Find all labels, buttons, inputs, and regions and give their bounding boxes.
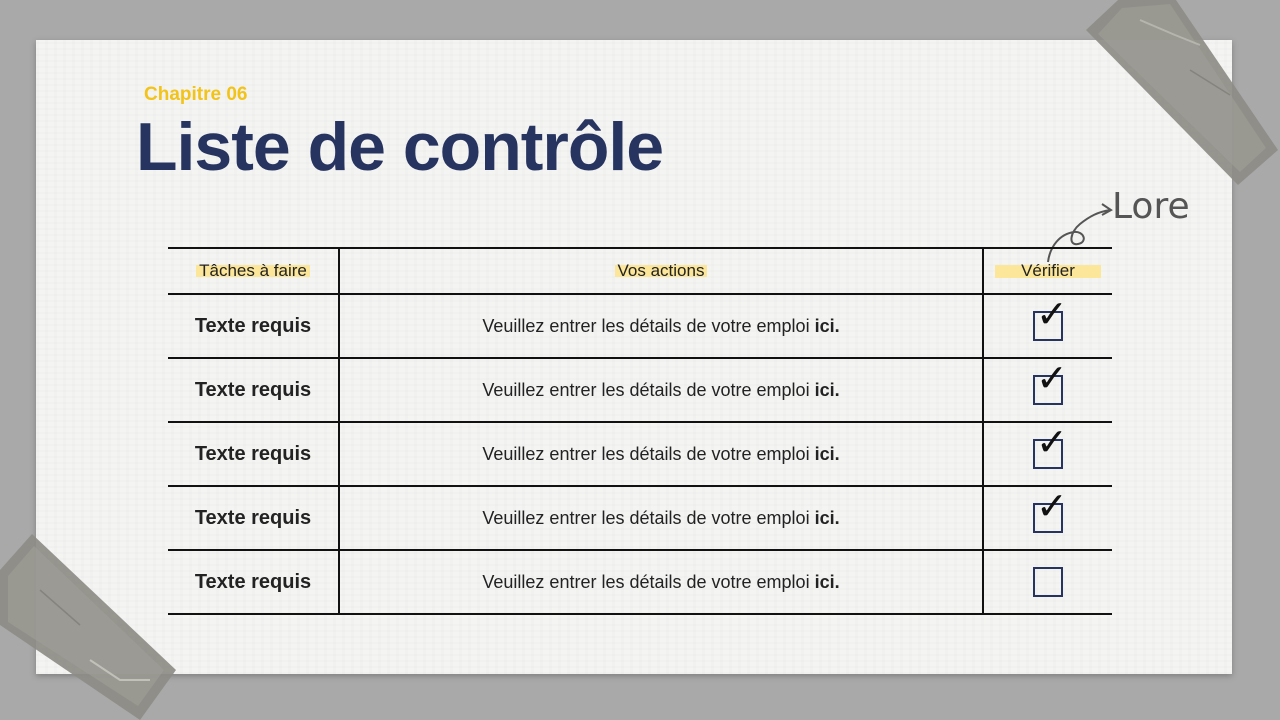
page-title: Liste de contrôle bbox=[136, 109, 664, 185]
checkbox-icon[interactable] bbox=[1033, 292, 1068, 341]
table-row bbox=[168, 358, 1112, 422]
checkbox-icon[interactable] bbox=[1033, 356, 1068, 405]
task-cell bbox=[168, 550, 339, 614]
action-detail bbox=[482, 444, 839, 464]
action-detail bbox=[482, 508, 839, 528]
check-mark-icon: ✓ bbox=[1036, 292, 1068, 336]
action-cell[interactable] bbox=[339, 294, 983, 358]
verify-cell bbox=[983, 486, 1112, 550]
action-detail bbox=[482, 316, 839, 336]
verify-cell bbox=[983, 358, 1112, 422]
check-mark-icon: ✓ bbox=[1036, 484, 1068, 528]
action-detail-text: Veuillez entrer les détails de votre emploi bbox=[482, 507, 810, 528]
handwritten-annotation: Lore bbox=[1112, 186, 1190, 227]
task-label: Texte requis bbox=[194, 506, 312, 529]
table-row bbox=[168, 550, 1112, 614]
checklist-table bbox=[168, 247, 1112, 615]
task-cell bbox=[168, 422, 339, 486]
column-header-actions bbox=[339, 248, 983, 294]
task-label: Texte requis bbox=[194, 378, 312, 401]
verify-cell bbox=[983, 422, 1112, 486]
action-detail-bold: ici. bbox=[814, 507, 840, 528]
task-label: Texte requis bbox=[194, 314, 312, 337]
table-row bbox=[168, 422, 1112, 486]
column-header-label: Vos actions bbox=[615, 261, 708, 280]
action-cell[interactable] bbox=[339, 550, 983, 614]
action-detail-bold: ici. bbox=[814, 379, 840, 400]
column-header-verify bbox=[983, 248, 1112, 294]
action-detail-text: Veuillez entrer les détails de votre emploi bbox=[482, 379, 810, 400]
check-mark-icon: ✓ bbox=[1036, 420, 1068, 464]
verify-cell bbox=[983, 294, 1112, 358]
action-detail-text: Veuillez entrer les détails de votre emploi bbox=[482, 443, 810, 464]
action-cell[interactable] bbox=[339, 486, 983, 550]
column-header-label: Tâches à faire bbox=[196, 261, 310, 280]
task-cell bbox=[168, 294, 339, 358]
table-row bbox=[168, 486, 1112, 550]
action-detail bbox=[482, 572, 839, 592]
task-label: Texte requis bbox=[194, 442, 312, 465]
task-cell bbox=[168, 486, 339, 550]
column-header-tasks bbox=[168, 248, 339, 294]
column-header-label: Vérifier bbox=[995, 261, 1101, 281]
task-cell bbox=[168, 358, 339, 422]
checkbox-icon[interactable] bbox=[1033, 420, 1068, 469]
check-mark-icon: ✓ bbox=[1036, 356, 1068, 400]
chapter-label: Chapitre 06 bbox=[144, 84, 248, 105]
tape-strip-bottom-left bbox=[0, 530, 180, 720]
action-detail-text: Veuillez entrer les détails de votre emploi bbox=[482, 571, 810, 592]
table-header-row bbox=[168, 248, 1112, 294]
task-label: Texte requis bbox=[194, 570, 312, 593]
action-detail-bold: ici. bbox=[814, 443, 840, 464]
action-detail-bold: ici. bbox=[814, 571, 840, 592]
action-detail-text: Veuillez entrer les détails de votre emploi bbox=[482, 315, 810, 336]
action-cell[interactable] bbox=[339, 422, 983, 486]
action-cell[interactable] bbox=[339, 358, 983, 422]
table-row bbox=[168, 294, 1112, 358]
action-detail bbox=[482, 380, 839, 400]
verify-cell bbox=[983, 550, 1112, 614]
checkbox-icon[interactable] bbox=[1033, 484, 1068, 533]
checkbox-icon[interactable] bbox=[1033, 567, 1063, 597]
tape-strip-top-right bbox=[1080, 0, 1280, 190]
action-detail-bold: ici. bbox=[814, 315, 840, 336]
